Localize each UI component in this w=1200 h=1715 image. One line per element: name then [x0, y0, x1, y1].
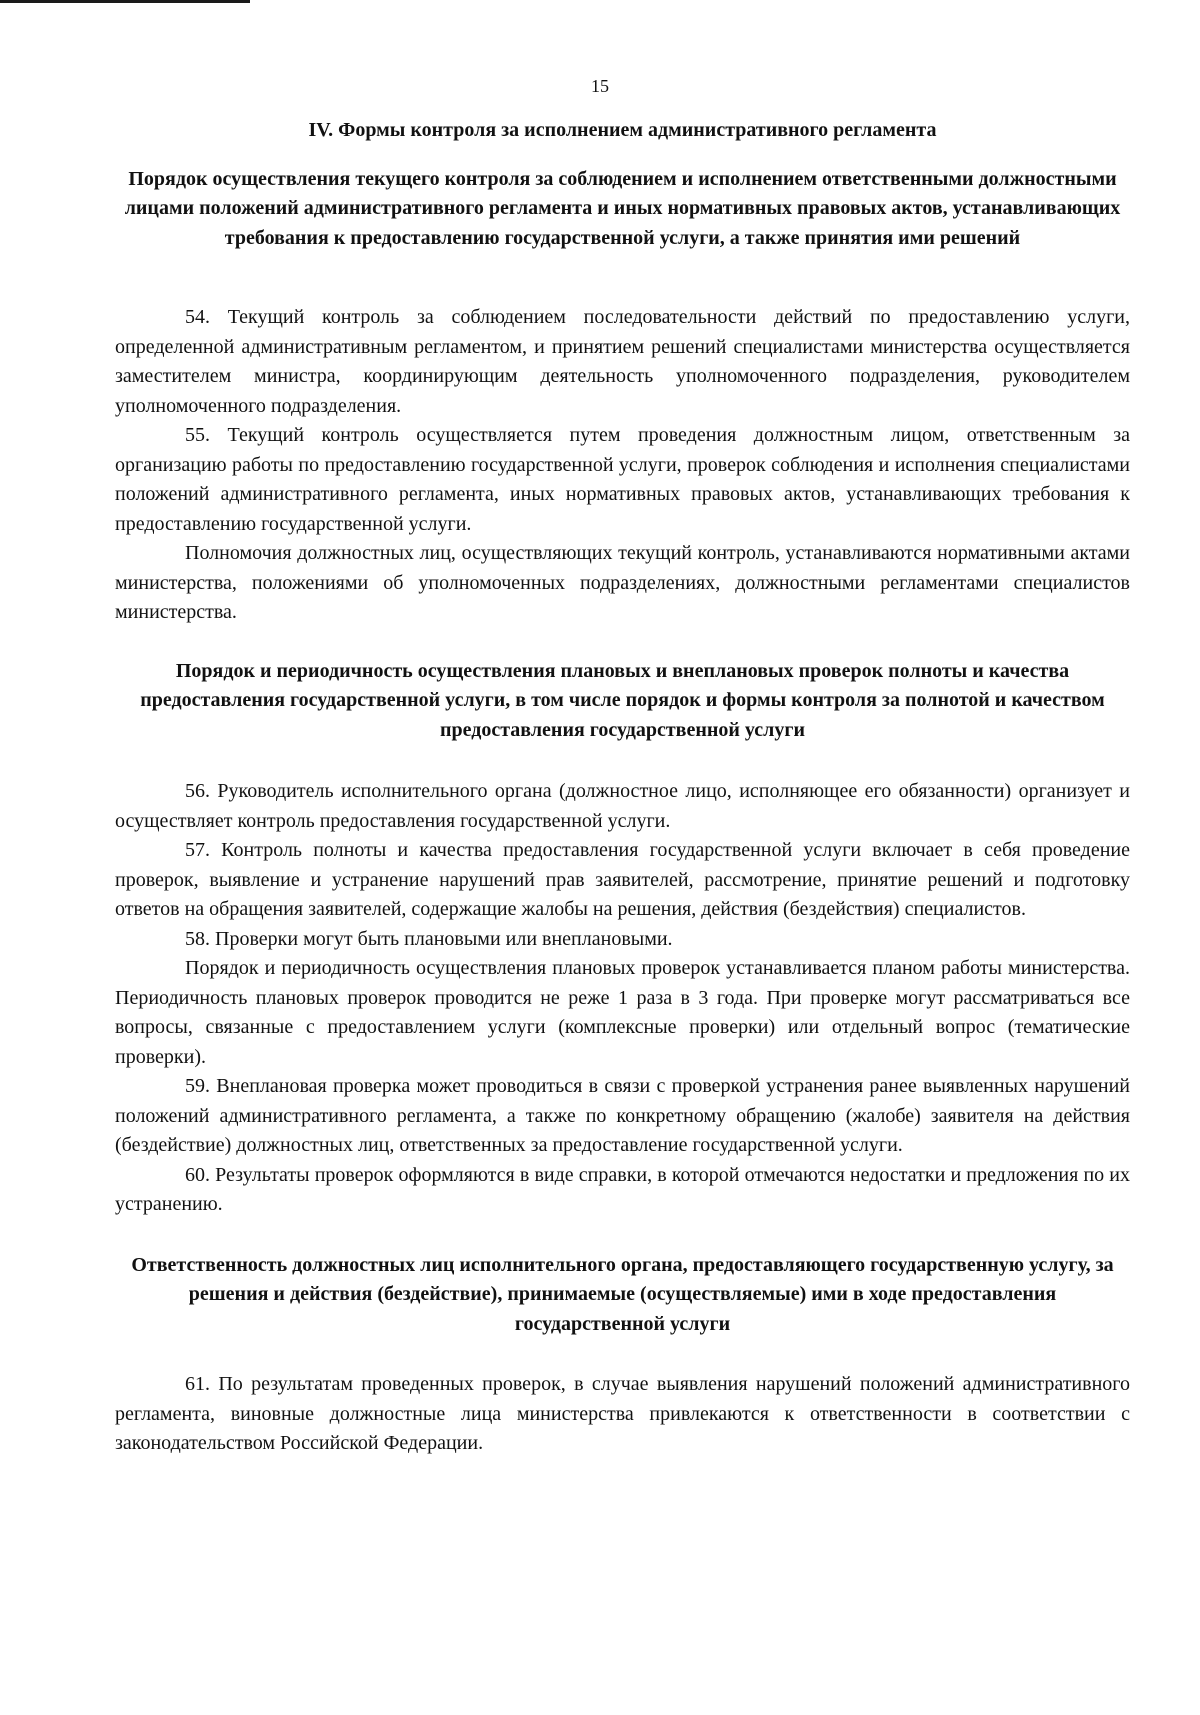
scan-edge-line — [0, 0, 250, 3]
paragraph-55: 55. Текущий контроль осуществляется путем проведения должностным лицом, ответственным за организацию работы по предоставлению государственной услуги, проверок соблюдения и исполнения специалистами положений административного регламента, иных нормативных правовых актов, устанавливающих требования к предоставлению государственной услуги. — [115, 424, 1130, 535]
paragraph-59: 59. Внеплановая проверка может проводиться в связи с проверкой устранения ранее выявленных нарушений положений административного регламента, а также по конкретному обращению (жалобе) заявителя на действия (бездействие) должностных лиц, ответственных за предоставление государственной услуги. — [115, 1075, 1130, 1156]
paragraph-61: 61. По результатам проведенных проверок, в случае выявления нарушений положений административного регламента, виновные должностные лица министерства привлекаются к ответственности в соответствии с законодательством Российской Федерации. — [115, 1373, 1130, 1454]
paragraph-58: 58. Проверки могут быть плановыми или внеплановыми. — [185, 927, 673, 950]
section-title: IV. Формы контроля за исполнением административного регламента — [308, 119, 937, 141]
subsection-body-responsibility — [115, 1370, 1130, 1459]
subsection-heading-inspections: Порядок и периодичность осуществления плановых и внеплановых проверок полноты и качества предоставления государственной услуги, в том числе порядок и формы контроля за полнотой и качеством предоставления государственной услуги — [140, 659, 1105, 741]
paragraph-authority: Полномочия должностных лиц, осуществляющих текущий контроль, устанавливаются нормативными актами министерства, положениями об уполномоченных подразделениях, должностными регламентами специалистов министерства. — [115, 542, 1130, 623]
subsection-body-inspections — [115, 777, 1130, 1220]
paragraph-periodicity: Порядок и периодичность осуществления плановых проверок устанавливается планом работы министерства. Периодичность плановых проверок проводится не реже 1 раза в 3 года. При проверке могут рассматриваться все вопросы, связанные с предоставлением услуги (комплексные проверки) или отдельный вопрос (тематические проверки). — [115, 957, 1130, 1068]
subsection-heading-responsibility: Ответственность должностных лиц исполнительного органа, предоставляющего государственную услугу, за решения и действия (бездействие), принимаемые (осуществляемые) ими в ходе предоставления государственной услуги — [131, 1253, 1114, 1335]
paragraph-54: 54. Текущий контроль за соблюдением последовательности действий по предоставлению услуги, определенной административным регламентом, и принятием решений специалистами министерства осуществляется заместителем министра, координирующим деятельность уполномоченного подразделения, руководителем уполномоченного подразделения. — [115, 306, 1130, 417]
page-number: 15 — [591, 76, 609, 96]
paragraph-60: 60. Результаты проверок оформляются в виде справки, в которой отмечаются недостатки и предложения по их устранению. — [115, 1163, 1130, 1215]
subsection-body-current-control — [115, 303, 1130, 628]
document-body — [115, 116, 1130, 1459]
paragraph-56: 56. Руководитель исполнительного органа (должностное лицо, исполняющее его обязанности) организует и осуществляет контроль предоставления государственной услуги. — [115, 780, 1130, 832]
subsection-heading-current-control: Порядок осуществления текущего контроля за соблюдением и исполнением ответственными должностными лицами положений административного регламента и иных нормативных правовых актов, устанавливающих требования к предоставлению государственной услуги, а также принятия ими решений — [124, 167, 1121, 249]
paragraph-57: 57. Контроль полноты и качества предоставления государственной услуги включает в себя проведение проверок, выявление и устранение нарушений прав заявителей, рассмотрение, принятие решений и подготовку ответов на обращения заявителей, содержащие жалобы на решения, действия (бездействия) специалистов. — [115, 839, 1130, 920]
